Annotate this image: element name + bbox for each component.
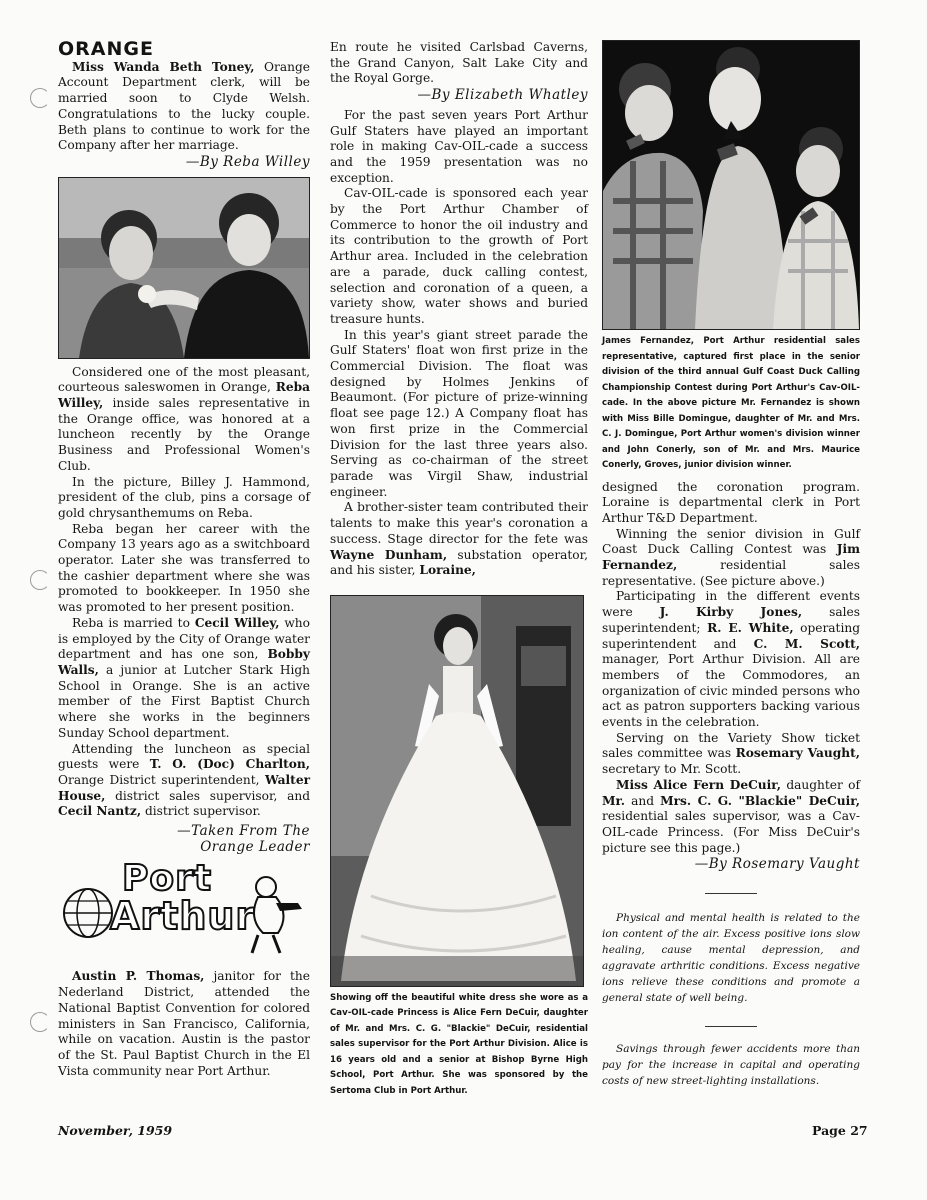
paragraph-picture-description: In the picture, Billey J. Hammond, president of the club, pins a corsage of gold chrysanthemums on Reba.: [58, 474, 310, 520]
name-re-white: R. E. White,: [707, 620, 794, 635]
paragraph-text: daughter of: [781, 777, 860, 792]
name-loraine: Loraine,: [419, 563, 476, 578]
caption-princess: Showing off the beautiful white dress she wore as a Cav-OIL-cade Princess is Alice Fern DeCuir, daughter of Mr. and Mrs. C. G. "Blackie" DeCuir, residential sales supervisor for the Port Arthur Division. Alice is 16 years old and a senior at Bishop Byrne High School, Port Arthur. She was sponsored by the Sertoma Club in Port Arthur.: [330, 992, 588, 1096]
paragraph-text: Orange District superintendent,: [58, 772, 266, 787]
logo-text-arthur: Arthur: [110, 894, 256, 939]
paragraph-route: En route he visited Carlsbad Caverns, the Grand Canyon, Salt Lake City and the Royal Gorge.: [330, 40, 588, 86]
port-arthur-logo: [58, 858, 310, 959]
paragraph-text: Winning the senior division in Gulf Coast Duck Calling Contest was: [602, 526, 860, 557]
paragraph-street-parade: In this year's giant street parade the Gulf Staters' float won first prize in the Commercial Division. The float was designed by Holmes Jenkins of Beaumont. (For picture of prize-winning float see page 12.) A Company float has won first prize in the Commercial Division for the last three years also. Serving as co-chairman of the street parade was Virgil Shaw, industrial engineer.: [330, 327, 588, 499]
name-wanda-toney: Miss Wanda Beth Toney,: [72, 59, 255, 74]
footer-date: November, 1959: [58, 1123, 173, 1138]
paragraph-text: Attending the luncheon as special guests were: [58, 741, 310, 772]
paragraph-text: a junior at Lutcher Stark High School in Orange. She is an active member of the First Baptist Church where she works in the beginners Sunday School department.: [58, 662, 310, 740]
paragraph-text: residential sales representative. (See picture above.): [602, 558, 860, 588]
filler-street-lighting: Savings through fewer accidents more than pay for the increase in capital and operating costs of new street-lighting installations.: [602, 1043, 860, 1088]
paragraph-toney: [58, 60, 310, 154]
paragraph-austin-thomas: [58, 969, 310, 1079]
column-right: [602, 40, 860, 1089]
photo-luncheon-corsage: [58, 177, 310, 359]
paragraph-reba-family: [58, 616, 310, 742]
name-doc-charlton: T. O. (Doc) Charlton,: [149, 757, 310, 772]
paragraph-text: Reba is married to: [72, 615, 195, 630]
paragraph-brother-sister: [330, 500, 588, 579]
binder-hole-bottom: [30, 1012, 50, 1032]
photo-women-illustration: [59, 178, 309, 358]
paragraph-decuir-princess: [602, 778, 860, 857]
photo-duck-callers: [602, 40, 860, 330]
paragraph-variety-show: [602, 731, 860, 778]
paragraph-text: A brother-sister team contributed their talents to make this year's coronation a success. Stage director for the fete was: [330, 500, 588, 546]
photo-duck-callers-illustration: [603, 41, 859, 329]
paragraph-text: operating superintendent and: [602, 620, 860, 651]
paragraph-text: secretary to Mr. Scott.: [602, 762, 742, 777]
paragraph-text: residential sales supervisor, was a Cav-OIL-cade Princess. (For Miss DeCuir's picture see this page.): [602, 809, 860, 855]
byline-line: Orange Leader: [200, 838, 310, 855]
paragraph-text: sales superintendent;: [602, 605, 860, 635]
name-mrs-decuir: Mrs. C. G. "Blackie" DeCuir,: [660, 793, 860, 808]
name-cecil-nantz: Cecil Nantz,: [58, 804, 142, 819]
paragraph-cavoilcade: Cav-OIL-cade is sponsored each year by the Port Arthur Chamber of Commerce to honor the oil industry and its contribution to the growth of Port Arthur area. Included in the celebration are a parade, duck calling contest, selection and coronation of a queen, a variety show, water shows and buried treasure hunts.: [330, 186, 588, 326]
binder-hole-middle: [30, 570, 50, 590]
caption-duck-callers: James Fernandez, Port Arthur residential sales representative, captured first place in the senior division of the third annual Gulf Coast Duck Calling Championship Contest during Port Arthur's Cav-OIL-cade. In the above picture Mr. Fernandez is shown with Miss Bille Domingue, daughter of Mr. and Mrs. C. J. Domingue, Port Arthur women's division winner and John Conerly, son of Mr. and Mrs. Maurice Conerly, Groves, junior division winner.: [602, 336, 860, 470]
paragraph-coronation-program: designed the coronation program. Loraine is departmental clerk in Port Arthur T&D Department.: [602, 479, 860, 525]
paragraph-special-guests: [58, 742, 310, 821]
paragraph-text: and: [625, 793, 661, 808]
name-bobby-walls: Bobby Walls,: [58, 647, 310, 677]
name-rosemary-vaught: Rosemary Vaught,: [735, 746, 860, 761]
paragraph-text: district supervisor.: [141, 804, 261, 819]
paragraph-reba-career: Reba began her career with the Company 13 years ago as a switchboard operator. Later she was transferred to the cashier department where she was promoted to bookkeeper. In 1950 she was promoted to her present position.: [58, 521, 310, 615]
paragraph-senior-winner: [602, 527, 860, 590]
paragraph-text: substation operator, and his sister,: [330, 547, 589, 578]
binder-hole-top: [30, 88, 50, 108]
paragraph-text: manager, Port Arthur Division. All are members of the Commodores, an organization of civic minded persons who act as patron supporters backing various events in the celebration.: [602, 652, 860, 730]
paragraph-text: who is employed by the City of Orange water department and has one son,: [58, 615, 310, 662]
byline-elizabeth-whatley: —By Elizabeth Whatley: [417, 87, 588, 104]
byline-reba-willey: —By Reba Willey: [185, 153, 310, 170]
name-reba-willey: Reba Willey,: [58, 380, 310, 411]
name-jim-fernandez: Jim Fernandez,: [602, 542, 860, 573]
paragraph-gulf-staters: For the past seven years Port Arthur Gulf Staters have played an important role in making Cav-OIL-cade a success and the 1959 presentation was no exception.: [330, 107, 588, 185]
divider-rule: [705, 1026, 757, 1027]
filler-ion-health: Physical and mental health is related to the ion content of the air. Excess positive ions slow healing, cause mental depression, and aggravate arthritic conditions. Excess negative ions relieve these conditions and promote a general state of well being.: [602, 912, 860, 1005]
name-walter-house: Walter House,: [58, 772, 310, 803]
name-mr: Mr.: [602, 793, 626, 808]
byline-line: —Taken From The: [177, 823, 310, 840]
name-austin-thomas: Austin P. Thomas,: [72, 969, 205, 984]
name-wayne-dunham: Wayne Dunham,: [330, 547, 448, 562]
column-middle: [330, 40, 588, 1099]
name-cm-scott: C. M. Scott,: [753, 636, 860, 651]
paragraph-text: Considered one of the most pleasant, courteous saleswomen in Orange,: [58, 364, 310, 395]
column-left: [58, 40, 310, 1079]
paragraph-text: Orange Account Department clerk, will be married soon to Clyde Welsh. Congratulations to the lucky couple. Beth plans to continue to work for the Company after her marriage.: [58, 59, 310, 153]
byline-orange-leader: [58, 824, 310, 855]
photo-princess-illustration: [331, 596, 583, 986]
name-cecil-willey: Cecil Willey,: [194, 615, 280, 630]
paragraph-reba-honored: [58, 365, 310, 475]
paragraph-participants: [602, 589, 860, 730]
byline-rosemary-vaught: —By Rosemary Vaught: [694, 856, 860, 873]
paragraph-text: district sales supervisor, and: [105, 788, 310, 803]
paragraph-text: Participating in the different events were: [602, 589, 860, 620]
photo-princess-dress: [330, 595, 584, 987]
footer-page-number: Page 27: [812, 1123, 868, 1138]
paragraph-text: inside sales representative in the Orange office, was honored at a luncheon recently by the Orange Business and Professional Women's Club.: [58, 396, 310, 473]
paragraph-text: Serving on the Variety Show ticket sales committee was: [602, 730, 860, 761]
section-heading-orange: ORANGE: [58, 38, 154, 60]
logo-text-port: Port: [122, 858, 213, 900]
name-kirby-jones: J. Kirby Jones,: [659, 605, 803, 620]
divider-rule: [705, 893, 757, 894]
name-alice-decuir: Miss Alice Fern DeCuir,: [616, 777, 782, 792]
paragraph-text: janitor for the Nederland District, attended the National Baptist Convention for colored ministers in San Francisco, California, while on vacation. Austin is the pastor of the St. Paul Baptist Church in the El Vista community near Port Arthur.: [58, 969, 310, 1078]
